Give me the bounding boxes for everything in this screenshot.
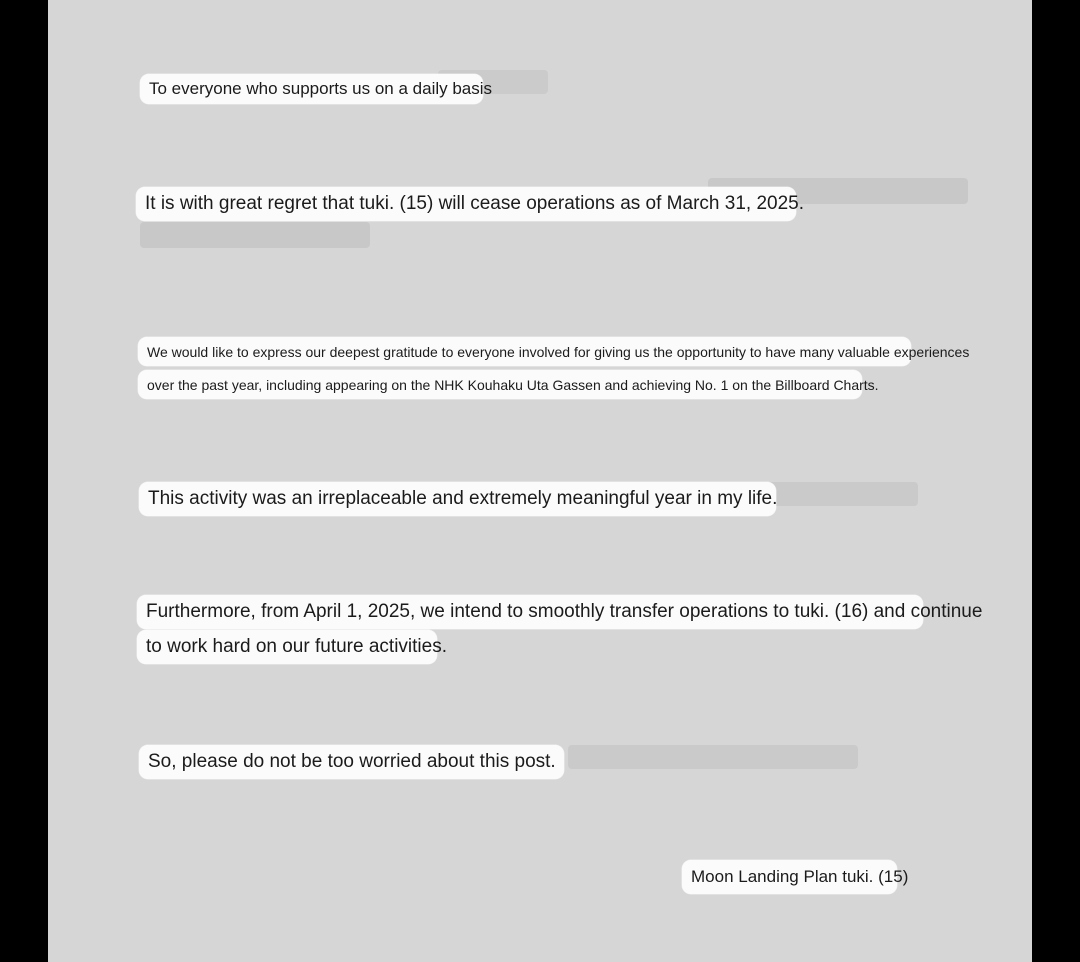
text-line: to work hard on our future activities. — [137, 630, 437, 664]
text-line: So, please do not be too worried about this post. — [139, 745, 564, 779]
text-line: It is with great regret that tuki. (15) will cease operations as of March 31, 2025. — [136, 187, 796, 221]
text-line: To everyone who supports us on a daily basis — [140, 74, 483, 104]
translated-text-layer — [48, 0, 1032, 962]
text-line: We would like to express our deepest gratitude to everyone involved for giving us the opportunity to have many valuable experiences — [138, 337, 911, 366]
text-line: over the past year, including appearing on the NHK Kouhaku Uta Gassen and achieving No. 1 on the Billboard Charts. — [138, 370, 862, 399]
text-line: Furthermore, from April 1, 2025, we intend to smoothly transfer operations to tuki. (16) and continue — [137, 595, 923, 629]
text-line: This activity was an irreplaceable and extremely meaningful year in my life. — [139, 482, 776, 516]
document-surface — [48, 0, 1032, 962]
text-line: Moon Landing Plan tuki. (15) — [682, 860, 897, 894]
